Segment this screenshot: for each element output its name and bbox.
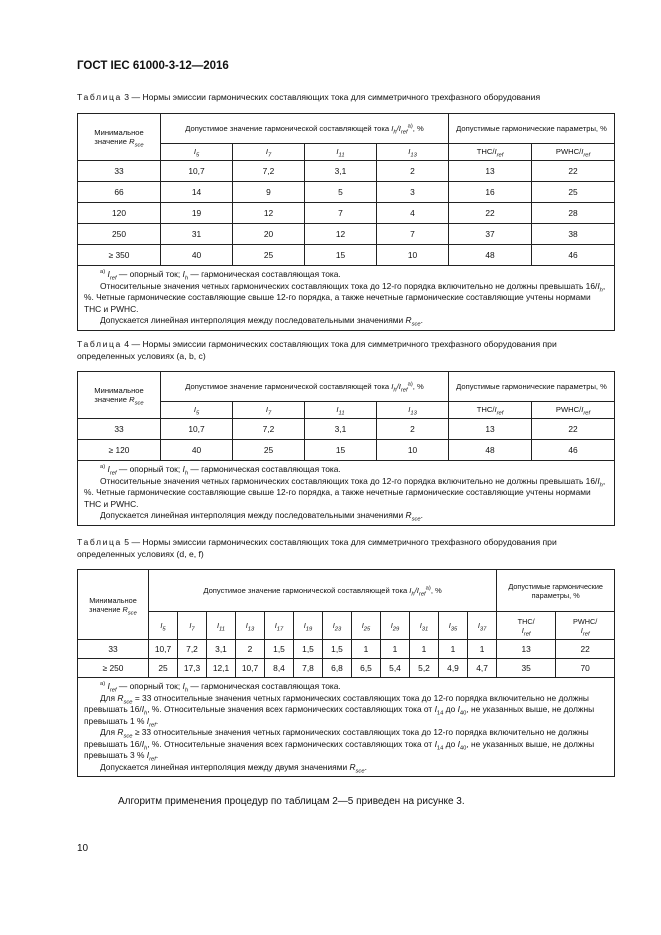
table-row xyxy=(78,161,615,182)
harm-col-17: $I_{17}$ xyxy=(265,612,294,640)
table-row xyxy=(78,182,615,203)
thc-col: THC/$I_{ref}$ xyxy=(449,402,532,419)
table-cell: 4,7 xyxy=(468,659,497,678)
table-row xyxy=(78,659,615,678)
harm-col-5: $I_5$ xyxy=(161,144,233,161)
table-cell: 3,1 xyxy=(305,419,377,440)
thc-col: THC/$I_{ref}$ xyxy=(449,144,532,161)
table-3-caption: Таблица 3 — Нормы эмиссии гармонических составляющих тока для симметричного трехфазного оборудования xyxy=(77,92,541,102)
table-cell: 46 xyxy=(532,245,615,266)
table-cell: 8,4 xyxy=(265,659,294,678)
col-header-params: Допустимые гармонические параметры, % xyxy=(449,114,615,144)
table-cell: 70 xyxy=(556,659,615,678)
table-cell: 22 xyxy=(532,161,615,182)
harm-col-31: $I_{31}$ xyxy=(410,612,439,640)
col-header-rsce: Минимальное значение $R_{sce}$ xyxy=(78,372,161,419)
table-5 xyxy=(77,569,615,777)
table-cell: 7,8 xyxy=(294,659,323,678)
table-cell: 3 xyxy=(377,182,449,203)
table-5-caption: Таблица 5 — Нормы эмиссии гармонических составляющих тока для симметричного трехфазного оборудования при определенных условиях (d, e, f) xyxy=(77,537,557,559)
harm-col-19: $I_{19}$ xyxy=(294,612,323,640)
harm-col-29: $I_{29}$ xyxy=(381,612,410,640)
harm-col-7: $I_7$ xyxy=(178,612,207,640)
table-cell: 17,3 xyxy=(178,659,207,678)
table-cell: 3,1 xyxy=(305,161,377,182)
table-cell: 35 xyxy=(497,659,556,678)
thc-col: THC/ $I_{ref}$ xyxy=(497,612,556,640)
table-cell: 2 xyxy=(377,419,449,440)
table-cell: $^{a)}$ $I_{ref}$ — опорный ток; $I_h$ — гармоническая составляющая тока. Относительные значения четных гармонических составляющих тока до 12-го порядка включительно не должны превышать $16/I_h$, %. Четные гармонические составляющие свыше 12-го порядка, а также нечетные гармонические составляющие учтены нормами THC и PWHC. Допускается линейная интерполяция между последовательными значениями $R_{sce}$. xyxy=(78,266,615,331)
table-cell: 48 xyxy=(449,245,532,266)
table-4-caption: Таблица 4 — Нормы эмиссии гармонических составляющих тока для симметричного трехфазного оборудования при определенных условиях (a, b, c) xyxy=(77,339,557,361)
table-cell: 2 xyxy=(236,640,265,659)
table-row xyxy=(78,224,615,245)
table-cell: 1 xyxy=(352,640,381,659)
table-cell: 3,1 xyxy=(207,640,236,659)
harm-col-11: $I_{11}$ xyxy=(207,612,236,640)
table-4-notes xyxy=(78,461,615,526)
table-row xyxy=(78,440,615,461)
table-4 xyxy=(77,371,615,526)
table-cell: 25 xyxy=(149,659,178,678)
table-cell: 22 xyxy=(449,203,532,224)
table-cell: 7,2 xyxy=(233,419,305,440)
harm-col-7: $I_7$ xyxy=(233,144,305,161)
table-cell: 40 xyxy=(161,440,233,461)
table-cell: $^{a)}$ $I_{ref}$ — опорный ток; $I_h$ — гармоническая составляющая тока. Относительные значения четных гармонических составляющих тока до 12-го порядка включительно не должны превышать $16/I_h$, %. Четные гармонические составляющие свыше 12-го порядка, а также нечетные гармонические составляющие учтены нормами THC и PWHC. Допускается линейная интерполяция между последовательными значениями $R_{sce}$. xyxy=(78,461,615,526)
table-cell: 48 xyxy=(449,440,532,461)
table-cell: 33 xyxy=(78,161,161,182)
table-cell: 33 xyxy=(78,640,149,659)
harm-col-23: $I_{23}$ xyxy=(323,612,352,640)
table-cell: 1 xyxy=(468,640,497,659)
table-cell: 14 xyxy=(161,182,233,203)
table-cell: 1 xyxy=(439,640,468,659)
pwhc-col: PWHC/$I_{ref}$ xyxy=(532,402,615,419)
table-cell: 5,4 xyxy=(381,659,410,678)
harm-col-11: $I_{11}$ xyxy=(305,402,377,419)
col-header-params: Допустимые гармонические параметры, % xyxy=(497,570,615,612)
table-cell: 13 xyxy=(449,419,532,440)
table-cell: 4,9 xyxy=(439,659,468,678)
table-cell: 46 xyxy=(532,440,615,461)
table-cell: 31 xyxy=(161,224,233,245)
harm-col-35: $I_{35}$ xyxy=(439,612,468,640)
harm-col-13: $I_{13}$ xyxy=(377,144,449,161)
table-cell: 6,8 xyxy=(323,659,352,678)
table-cell: 250 xyxy=(78,224,161,245)
table-cell: 15 xyxy=(305,440,377,461)
closing-paragraph: Алгоритм применения процедур по таблицам 2—5 приведен на рисунке 3. xyxy=(118,796,465,807)
page-number: 10 xyxy=(77,843,89,854)
table-cell: 10 xyxy=(377,440,449,461)
table-cell: 10 xyxy=(377,245,449,266)
table-cell: 7 xyxy=(305,203,377,224)
table-cell: 1 xyxy=(381,640,410,659)
table-3-notes xyxy=(78,266,615,331)
table-cell: 120 xyxy=(78,203,161,224)
harm-col-25: $I_{25}$ xyxy=(352,612,381,640)
harm-col-13: $I_{13}$ xyxy=(236,612,265,640)
table-cell: 22 xyxy=(556,640,615,659)
col-header-rsce: Минимальное значение $R_{sce}$ xyxy=(78,570,149,640)
table-cell: 1,5 xyxy=(265,640,294,659)
table-cell: 25 xyxy=(233,245,305,266)
table-cell: 10,7 xyxy=(149,640,178,659)
table-cell: 9 xyxy=(233,182,305,203)
table-cell: 12,1 xyxy=(207,659,236,678)
table-cell: 28 xyxy=(532,203,615,224)
table-cell: 2 xyxy=(377,161,449,182)
table-cell: 10,7 xyxy=(161,161,233,182)
pwhc-col: PWHC/ $I_{ref}$ xyxy=(556,612,615,640)
table-cell: 1 xyxy=(410,640,439,659)
table-cell: 10,7 xyxy=(161,419,233,440)
harm-col-11: $I_{11}$ xyxy=(305,144,377,161)
table-row xyxy=(78,203,615,224)
table-cell: 33 xyxy=(78,419,161,440)
table-cell: 5,2 xyxy=(410,659,439,678)
harm-col-5: $I_5$ xyxy=(149,612,178,640)
table-cell: 7,2 xyxy=(178,640,207,659)
table-cell: ≥ 250 xyxy=(78,659,149,678)
table-cell: 4 xyxy=(377,203,449,224)
table-cell: 25 xyxy=(532,182,615,203)
table-cell: 66 xyxy=(78,182,161,203)
table-cell: 5 xyxy=(305,182,377,203)
table-cell: 16 xyxy=(449,182,532,203)
table-cell: 7 xyxy=(377,224,449,245)
table-row xyxy=(78,245,615,266)
table-cell: $^{a)}$ $I_{ref}$ — опорный ток; $I_h$ — гармоническая составляющая тока. Для $R_{sce} = 33$ относительные значения четных гармонических составляющих тока до 12-го порядка включительно не должны превышать $16/I_h$, %. Относительные значения всех гармонических составляющих тока от $I_{14}$ до $I_{40}$, не указанных выше, не должны превышать 1 % $I_{ref}$. Для $R_{sce} \ge 33$ относительные значения четных гармонических составляющих тока до 12-го порядка включительно не должны превышать $16/I_h$, %. Относительные значения всех гармонических составляющих тока от $I_{14}$ до $I_{40}$, не указанных выше, не должны превышать 3 % $I_{ref}$. Допускается линейная интерполяция между двумя значениями $R_{sce}$. xyxy=(78,678,615,777)
col-header-allowed: Допустимое значение гармонической составляющей тока $I_h/I_{ref}^{a)}$, % xyxy=(149,570,497,612)
col-header-allowed: Допустимое значение гармонической составляющей тока $I_h/I_{ref}^{a)}$, % xyxy=(161,372,449,402)
table-cell: 25 xyxy=(233,440,305,461)
table-cell: ≥ 120 xyxy=(78,440,161,461)
harm-col-13: $I_{13}$ xyxy=(377,402,449,419)
table-cell: ≥ 350 xyxy=(78,245,161,266)
col-header-rsce: Минимальное значение $R_{sce}$ xyxy=(78,114,161,161)
harm-col-7: $I_7$ xyxy=(233,402,305,419)
table-cell: 13 xyxy=(497,640,556,659)
col-header-params: Допустимые гармонические параметры, % xyxy=(449,372,615,402)
table-row xyxy=(78,640,615,659)
table-cell: 38 xyxy=(532,224,615,245)
table-cell: 1,5 xyxy=(323,640,352,659)
table-cell: 22 xyxy=(532,419,615,440)
table-cell: 37 xyxy=(449,224,532,245)
table-5-notes xyxy=(78,678,615,777)
document-header: ГОСТ IEC 61000-3-12—2016 xyxy=(77,60,229,72)
table-cell: 40 xyxy=(161,245,233,266)
col-header-allowed: Допустимое значение гармонической составляющей тока $I_h/I_{ref}^{a)}$, % xyxy=(161,114,449,144)
table-cell: 6,5 xyxy=(352,659,381,678)
table-cell: 7,2 xyxy=(233,161,305,182)
table-cell: 12 xyxy=(233,203,305,224)
harm-col-37: $I_{37}$ xyxy=(468,612,497,640)
table-cell: 10,7 xyxy=(236,659,265,678)
table-row xyxy=(78,419,615,440)
table-cell: 20 xyxy=(233,224,305,245)
harm-col-5: $I_5$ xyxy=(161,402,233,419)
table-cell: 13 xyxy=(449,161,532,182)
pwhc-col: PWHC/$I_{ref}$ xyxy=(532,144,615,161)
table-cell: 15 xyxy=(305,245,377,266)
table-cell: 12 xyxy=(305,224,377,245)
table-3 xyxy=(77,113,615,331)
table-cell: 19 xyxy=(161,203,233,224)
table-cell: 1,5 xyxy=(294,640,323,659)
